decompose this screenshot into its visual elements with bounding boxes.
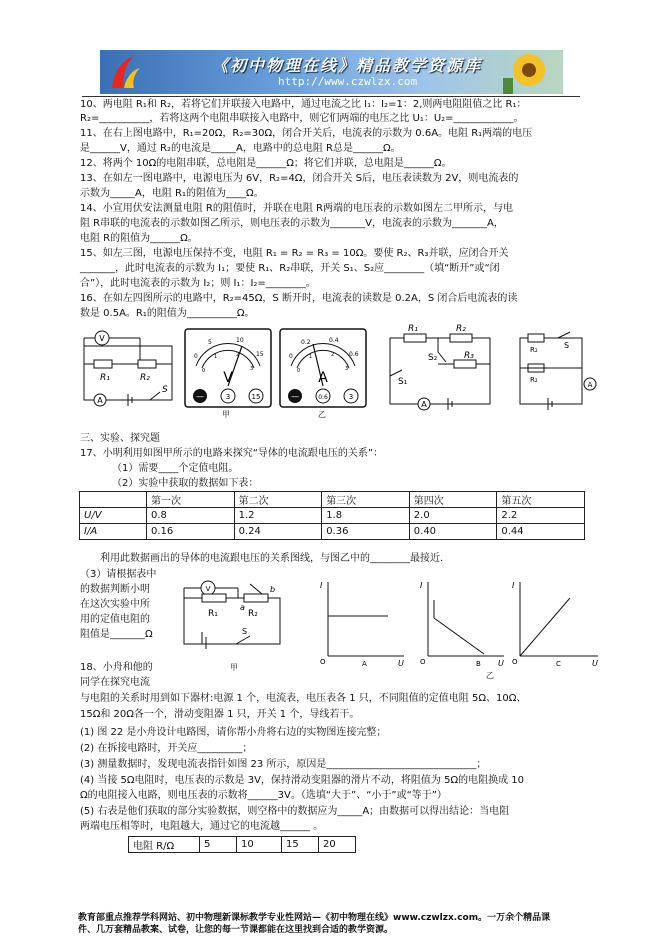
graph-c-label: C <box>556 660 561 668</box>
section-3-heading: 三、实验、探究题 <box>80 433 160 444</box>
site-logo-icon <box>104 52 144 92</box>
circuit-figure-1 <box>80 326 180 410</box>
meter-caption-jia: 甲 <box>222 410 230 419</box>
q14-line-3: 电阻 R的阻值为______Ω。 <box>80 233 198 244</box>
q15-line-1: 15、如左三图，电源电压保持不变，电阻 R₁ = R₂ = R₃ = 10Ω。要使 R₂、R₃并联，应闭合开关 <box>80 248 509 259</box>
table-cell: U/V <box>80 508 147 524</box>
c3-ammeter-label: A <box>421 400 427 409</box>
q17-part3-line4: 用的定值电阻的 <box>80 614 150 625</box>
table-cell: 第二次 <box>234 492 322 508</box>
q12-line: 12、将两个 10Ω的电阻串联，总电阻是______Ω；将它们并联，总电阻是______Ω。 <box>80 158 452 169</box>
q10-line-2: R₂=__________，若将这两个电阻串联接入电路中，则它们两端的电压之比 U₁：U₂=____________。 <box>80 113 524 124</box>
c4-r1-label: R₂ <box>530 376 538 384</box>
ammeter-label: A <box>97 396 103 405</box>
table-cell: 0.44 <box>497 524 585 540</box>
q14-line-2: 阻 R串联的电流表的示数如图乙所示，则电压表的示数为_______V，电流表的示数为_______A， <box>80 218 504 229</box>
table-cell: 0.40 <box>409 524 497 540</box>
a-tick-2: 0.4 <box>329 337 339 344</box>
q18-part5-line1: (5) 右表是他们获取的部分实验数据，则空格中的数据应为_____A；由数据可以得出结论：当电阻 <box>80 806 510 817</box>
header-banner <box>100 50 563 94</box>
graph-C <box>510 578 602 668</box>
graph-b-label: B <box>476 660 481 668</box>
graph-c-origin: O <box>512 658 518 666</box>
graph-a-x: U <box>398 659 404 668</box>
table-cell: 第一次 <box>147 492 235 508</box>
v-tick-3: 15 <box>256 351 264 358</box>
q18-part1: (1) 图 22 是小舟设计电路图，请你帮小舟将右边的实物图连接完整； <box>80 727 387 738</box>
q18-part3: (3) 测量数据时，发现电流表指针如图 23 所示，原因是______________________________； <box>80 759 487 770</box>
q17-part3-line2: 的数据判断小明 <box>80 584 150 595</box>
table-cell: I/A <box>80 524 147 540</box>
table-cell: 第四次 <box>409 492 497 508</box>
a-inner-2: 2 <box>331 352 335 358</box>
ammeter-dial <box>279 328 367 408</box>
q17-part3-line5: 阻值是_______Ω <box>80 629 153 640</box>
q18-part4-line2: Ω的电阻接入电路，则电压表的示数将______3V。（选填“大于”、“小于”或“等于”） <box>80 790 447 801</box>
r2-label: R₂ <box>140 373 150 383</box>
table-cell: 电阻 R/Ω <box>129 837 200 853</box>
q18-line-1: 18、小舟和他的 <box>80 662 153 673</box>
graph-a-y: I <box>320 581 323 590</box>
q13-line-1: 13、在如左一图电路中，电源电压为 6V，R₂=4Ω，闭合开关 S后，电压表读数为 2V，则电流表的 <box>80 173 519 184</box>
v-term-neg: — <box>196 392 204 401</box>
table-row <box>80 508 585 524</box>
q10-line-1: 10、两电阻 R₁和 R₂，若将它们并联接入电路中，通过电流之比 I₁：I₂=1：2,则两电阻阻值之比 R₁： <box>80 99 527 110</box>
graph-a-origin: O <box>320 658 326 666</box>
q17-circuit-jia <box>178 574 286 660</box>
graph-a-label: A <box>362 660 367 668</box>
a-letter: A <box>318 370 328 386</box>
q18-line-3: 与电阻的关系时用到如下器材:电源 1 个，电流表，电压表各 1 只，不同阻值的定值电阻 5Ω、10Ω、 <box>80 693 527 704</box>
q17-part2: （2）实验中获取的数据如下表： <box>112 478 259 489</box>
q17-a-label: a <box>240 603 245 612</box>
a-term-06: 0.6 <box>318 394 328 401</box>
voltmeter-label: V <box>99 334 105 343</box>
q16-line-2: 数是 0.5A。R₁的阻值为__________Ω。 <box>80 308 255 319</box>
q17-switch-label: S <box>242 627 248 636</box>
table-cell: 5 <box>200 837 237 853</box>
v-inner-0: 0 <box>202 368 206 374</box>
voltmeter-dial <box>184 328 272 408</box>
table-cell: 0.8 <box>147 508 235 524</box>
footer-line-2: 件、几万套精品教案、试卷，让您的每一节课都能在这里找到合适的教学资源。 <box>78 925 394 935</box>
graph-b-x: U <box>498 659 504 668</box>
v-tick-1: 5 <box>208 339 212 346</box>
a-inner-1: 1 <box>309 354 313 360</box>
a-term-neg: — <box>291 392 299 401</box>
table-cell: 0.24 <box>234 524 322 540</box>
a-inner-0: 0 <box>297 368 301 374</box>
q17-stem: 17、小明利用如图甲所示的电路来探究“导体的电流跟电压的关系”： <box>80 448 384 459</box>
v-inner-2: 2 <box>236 352 240 358</box>
banner-url: http://www.czwlzx.com <box>278 75 418 88</box>
q15-line-3: 合”），此时电流表的示数为 I₂；则 I₁：I₂=________。 <box>80 278 316 289</box>
q17-data-table <box>79 491 585 540</box>
graph-b-origin: O <box>420 658 426 666</box>
c4-ammeter-label: A <box>587 381 593 389</box>
table-cell: 第三次 <box>322 492 410 508</box>
v-letter: V <box>223 370 233 386</box>
table-row <box>80 524 585 540</box>
a-tick-1: 0.2 <box>301 339 311 346</box>
graph-c-y: I <box>512 581 515 590</box>
v-term-3: 3 <box>225 393 231 401</box>
table-cell: 0.36 <box>322 524 410 540</box>
sunflower-icon <box>495 50 555 94</box>
footer-line-1: 教育部重点推荐学科网站、初中物理新课标教学专业性网站—《初中物理在线》www.czwlzx.com。一万余个精品课 <box>78 913 551 923</box>
table-cell <box>80 492 147 508</box>
q15-line-2: _______，此时电流表的示数为 I₁；要使 R₁、R₂串联，开关 S₁、S₂应________（填“断开”或“闭 <box>80 263 500 274</box>
circuit-figure-3 <box>384 322 500 414</box>
table-cell: 15 <box>282 837 319 853</box>
q17-part1: （1）需要____个定值电阻。 <box>112 463 239 474</box>
q17-voltmeter-label: V <box>205 585 211 593</box>
q17-part3-line3: 在这次实验中所 <box>80 599 150 610</box>
graph-b-y: I <box>420 581 423 590</box>
v-tick-0: 0 <box>194 353 198 360</box>
banner-title: 《初中物理在线》精品教学资源库 <box>212 56 483 75</box>
table-cell: 1.2 <box>234 508 322 524</box>
meter-caption-yi: 乙 <box>318 410 326 419</box>
q11-line-2: 是______V，通过 R₂的电流是_____A，电路中的总电阻 R总是______Ω。 <box>80 143 401 154</box>
graph-A <box>318 578 408 668</box>
q16-line-1: 16、在如左四图所示的电路中，R₂=45Ω，S 断开时，电流表的读数是 0.2A，S 闭合后电流表的读 <box>80 293 518 304</box>
q17-graph-question: 利用此数据画出的导体的电流跟电压的关系图线，与图乙中的________最接近. <box>100 553 444 564</box>
q13-line-2: 示数为_____A，电阻 R₁的阻值为____Ω。 <box>80 188 264 199</box>
v-inner-1: 1 <box>214 354 218 360</box>
a-inner-3: 3 <box>345 366 349 372</box>
header-rule <box>82 96 580 97</box>
circuit-figure-4 <box>514 328 604 412</box>
table-cell: 10 <box>237 837 282 853</box>
a-tick-3: 0.6 <box>349 351 359 358</box>
q18-part4-line1: (4) 当接 5Ω电阻时，电压表的示数是 3V，保持滑动变阻器的滑片不动，将阻值为 5Ω的电阻换成 10 <box>80 775 524 786</box>
table-row <box>80 492 585 508</box>
q17-b-label: b <box>270 585 276 594</box>
v-term-15: 15 <box>251 393 261 401</box>
switch-label: S <box>162 385 168 395</box>
q17-part3-line1: （3）请根据表中 <box>80 569 157 580</box>
page-footer <box>78 912 588 936</box>
c3-s2-label: S₂ <box>428 353 438 363</box>
table-cell: 1.8 <box>322 508 410 524</box>
v-inner-3: 3 <box>250 366 254 372</box>
q18-data-table <box>128 836 356 853</box>
c3-r1-label: R₁ <box>408 324 418 334</box>
table-cell: 0.16 <box>147 524 235 540</box>
q18-line-4: 15Ω和 20Ω各一个，滑动变阻器 1 只，开关 1 个，导线若干。 <box>80 709 360 720</box>
c4-r2-label: R₂ <box>530 346 538 354</box>
graph-B <box>418 578 508 668</box>
c4-switch-label: S <box>564 341 570 350</box>
a-tick-0: 0 <box>289 353 293 360</box>
c3-s1-label: S₁ <box>398 377 408 387</box>
c3-r2-label: R₂ <box>456 324 466 334</box>
table-cell: 第五次 <box>497 492 585 508</box>
q18-line-2: 同学在探究电流 <box>80 677 150 688</box>
r1-label: R₁ <box>100 373 110 383</box>
q14-line-1: 14、小宣用伏安法测量电阻 R的阻值时，并联在电阻 R两端的电压表的示数如图左二甲所示，与电 <box>80 203 513 214</box>
q11-line-1: 11、在右上图电路中，R₁=20Ω，R₂=30Ω，闭合开关后，电流表的示数为 0.6A。电阻 R₁两端的电压 <box>80 128 533 139</box>
graph-c-x: U <box>592 659 598 668</box>
q18-part5-line2: 两端电压相等时，电阻越大，通过它的电流越______ 。 <box>80 821 324 832</box>
table-cell: 2.2 <box>497 508 585 524</box>
q17-r2-label: R₂ <box>248 609 258 619</box>
fig-caption-jia: 甲 <box>230 663 238 672</box>
q18-part2: (2) 在拆接电路时，开关应_________； <box>80 743 253 754</box>
table-cell: 20 <box>319 837 356 853</box>
a-term-3: 3 <box>348 393 354 401</box>
fig-caption-yi: 乙 <box>486 671 494 680</box>
c3-r3-label: R₃ <box>464 351 474 361</box>
table-cell: 2.0 <box>409 508 497 524</box>
table-row <box>129 837 356 853</box>
v-tick-2: 10 <box>236 337 244 344</box>
q17-r1-label: R₁ <box>208 609 218 619</box>
